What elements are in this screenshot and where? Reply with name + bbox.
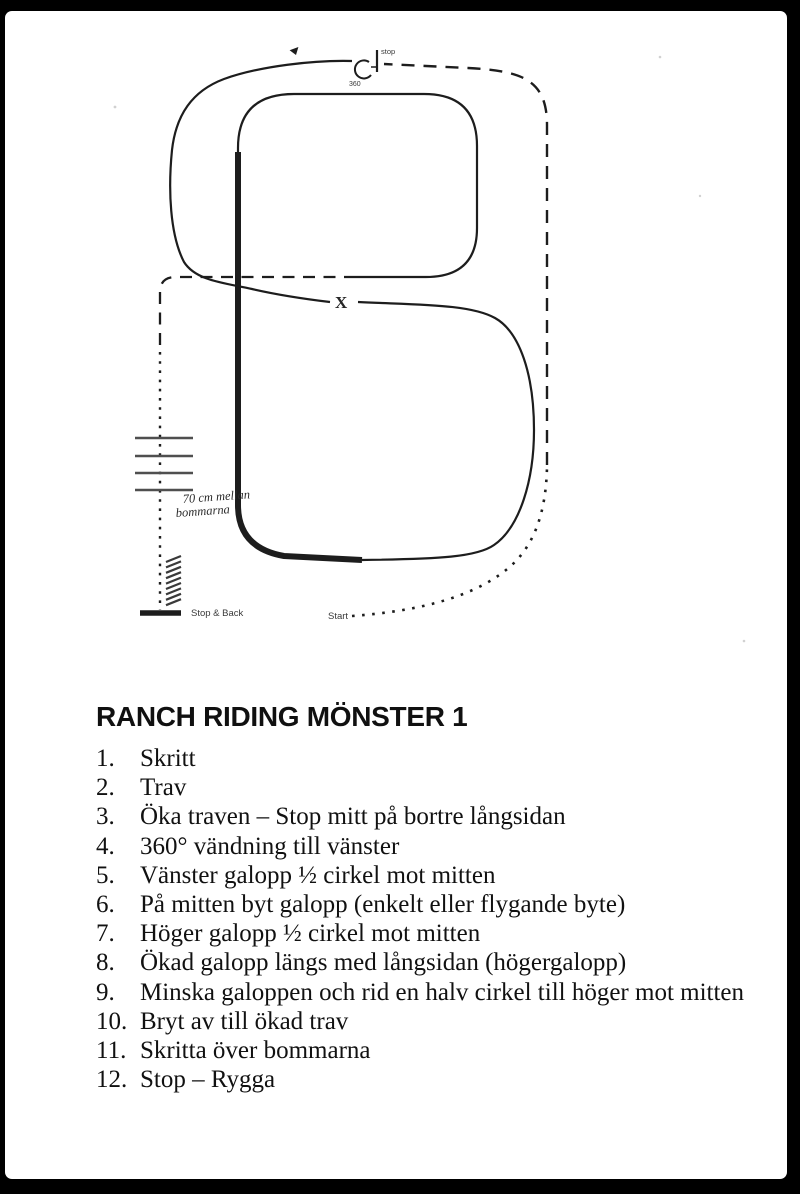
stop-label: stop [381,47,396,56]
step-number: 1. [96,745,115,772]
step-text: Ökad galopp längs med långsidan (högergalopp) [140,949,627,977]
step-text: Stop – Rygga [140,1066,276,1094]
step-text: Vänster galopp ½ cirkel mot mitten [140,861,496,889]
pattern-step [96,744,756,773]
pattern-step [96,832,756,861]
lower-loop-path [358,302,534,560]
turn-360-icon [355,60,371,78]
left-lope-half-circle-path [170,61,352,302]
step-number: 9. [96,978,115,1006]
step-text: Höger galopp ½ cirkel mot mitten [140,920,481,948]
extended-lope-thick-path [238,152,362,560]
step-number: 8. [96,949,115,977]
pattern-step [96,802,756,831]
step-text: 360° vändning till vänster [140,832,400,860]
poles-note-line2: bommarna [175,502,231,520]
step-number: 4. [96,832,115,860]
turn-360-label: 360 [349,81,361,88]
step-number: 3. [96,803,115,831]
pattern-step [96,948,756,977]
step-text: Skritta över bommarna [140,1037,371,1065]
pattern-step [96,773,756,802]
pattern-step [96,919,756,948]
step-number: 5. [96,861,115,889]
step-number: 12. [96,1066,128,1094]
poles-note-line1: 70 cm mellan [182,487,251,506]
step-number: 11. [96,1037,127,1065]
page-title: RANCH RIDING MÖNSTER 1 [96,701,468,732]
step-text: På mitten byt galopp (enkelt eller flygande byte) [140,891,626,919]
pattern-steps-list [96,744,756,1094]
start-walk-dotted-path [352,467,547,616]
step-number: 2. [96,774,115,802]
step-text: Bryt av till ökad trav [140,1007,349,1035]
step-number: 10. [96,1007,128,1035]
step-text: Öka traven – Stop mitt på bortre långsidan [140,803,566,831]
upper-loop-path [238,94,477,277]
pattern-step [96,978,756,1007]
scan-specks [114,56,746,643]
pattern-step [96,1007,756,1036]
step-number: 7. [96,920,115,948]
document-page [5,11,787,1179]
pattern-step [96,1036,756,1065]
step-number: 6. [96,891,115,919]
pattern-step [96,890,756,919]
pattern-step [96,1065,756,1094]
stop-back-label: Stop & Back [191,608,244,619]
ground-poles [135,438,193,490]
pattern-step [96,861,756,890]
step-text: Trav [140,774,187,802]
center-x-marker: X [335,293,348,312]
exit-trot-dashed-path [160,277,356,348]
backup-hatch-marks [166,556,181,605]
step-text: Minska galoppen och rid en halv cirkel till höger mot mitten [140,978,745,1006]
start-label: Start [328,611,349,622]
turn-360-arrowhead [290,47,299,55]
riding-pattern-diagram [5,11,787,660]
step-text: Skritt [140,745,196,772]
